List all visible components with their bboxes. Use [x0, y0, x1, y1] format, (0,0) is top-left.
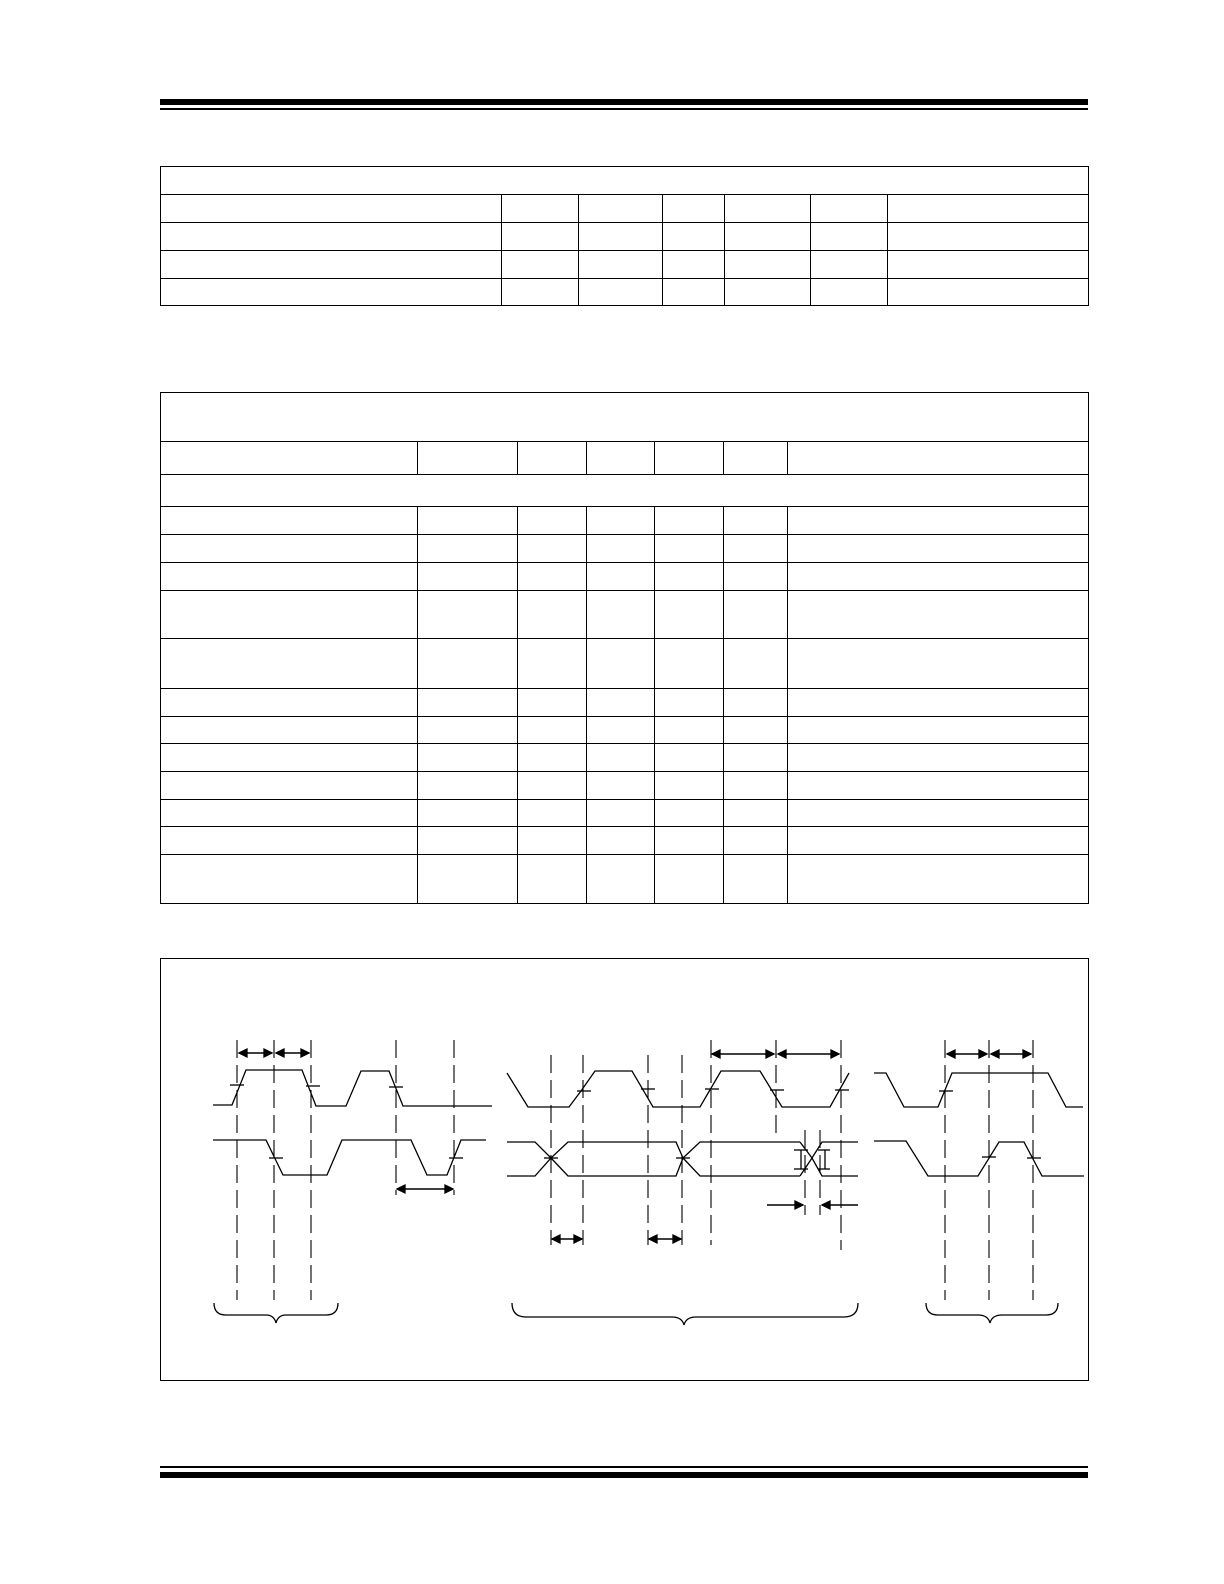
right-clock-waveform	[874, 1073, 1083, 1107]
footer-rule-thick	[160, 1472, 1088, 1478]
left-group-brace	[214, 1303, 338, 1323]
right-group-brace	[926, 1303, 1058, 1323]
left-data-waveform	[213, 1140, 486, 1175]
middle-group-brace	[512, 1303, 858, 1325]
middle-clock-waveform	[507, 1071, 849, 1107]
left-clock-waveform	[213, 1070, 492, 1106]
right-data-waveform	[874, 1141, 1084, 1176]
footer-rule-thin	[160, 1466, 1088, 1468]
